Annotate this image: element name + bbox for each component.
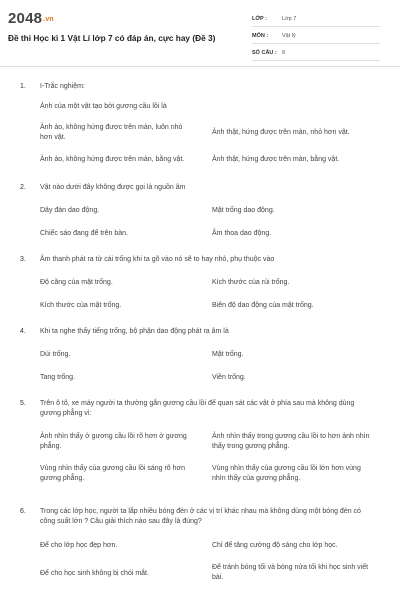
answer-option[interactable]: Ảnh nhìn thấy ở gương cầu lồi rõ hơn ở gương phẳng. (40, 433, 187, 450)
question-header (20, 507, 370, 527)
answer-option[interactable]: Ảnh thật, hứng được trên màn, bằng vật. (212, 156, 340, 163)
question-text: Khi ta nghe thấy tiếng trống, bộ phận dao động phát ra âm là (40, 328, 229, 335)
question-number: 1. (20, 83, 26, 90)
question-text: Âm thanh phát ra từ cái trống khi ta gõ vào nó sẽ to hay nhỏ, phụ thuộc vào (40, 256, 275, 263)
answer-option[interactable]: Chiếc sáo đang để trên bàn. (40, 230, 128, 237)
question-number: 3. (20, 256, 26, 263)
meta-panel (252, 12, 380, 63)
answer-option[interactable]: Ảnh nhìn thấy trong gương cầu lồi to hơn ảnh nhìn thấy trong gương phẳng. (212, 433, 370, 450)
answer-option[interactable]: Để cho học sinh không bị chói mắt. (40, 570, 149, 577)
meta-label: LỚP : (252, 16, 267, 22)
answer-option[interactable]: Vùng nhìn thấy của gương cầu lồi sáng rõ hơn gương phẳng. (40, 465, 186, 482)
answer-option[interactable]: Để cho lớp học đẹp hơn. (40, 542, 118, 549)
answer-option[interactable]: Mặt trống. (212, 351, 244, 358)
answer-option[interactable]: Dùi trống. (40, 351, 71, 358)
answer-option[interactable]: Kích thước của rùi trống. (212, 279, 290, 286)
question-number: 4. (20, 328, 26, 335)
logo[interactable] (8, 10, 54, 27)
answer-option[interactable]: Dây đàn dao động. (40, 207, 100, 214)
answer-option[interactable]: Biên độ dao động của mặt trống. (212, 302, 314, 309)
answer-option[interactable]: Để tránh bóng tối và bóng nửa tối khi học sinh viết bài. (212, 564, 369, 581)
meta-row-grade (252, 12, 380, 27)
answer-option[interactable]: Kích thước của mặt trống. (40, 302, 122, 309)
question-text: I-Trắc nghiệm: (40, 83, 85, 90)
question-header (20, 183, 370, 193)
answer-option[interactable]: Ảnh ảo, không hứng được trên màn, luôn nhỏ hơn vật. (40, 124, 183, 141)
answer-option[interactable]: Vùng nhìn thấy của gương cầu lồi lớn hơn vùng nhìn thấy của gương phẳng. (212, 465, 361, 482)
question-number: 6. (20, 508, 26, 515)
meta-value: 8 (282, 50, 286, 56)
page-title: Đề thi Học kì 1 Vật Lí lớp 7 có đáp án, cực hay (Đề 3) (8, 33, 216, 43)
answer-option[interactable]: Ảnh ảo, không hứng được trên màn, bằng vật. (40, 156, 185, 163)
question-header (20, 82, 370, 92)
answer-option[interactable]: Âm thoa dao động. (212, 230, 272, 237)
question-header (20, 255, 370, 265)
question-header (20, 399, 370, 419)
question-text: Vật nào dưới đây không được gọi là nguồn âm (40, 184, 186, 191)
question-text: Trên ô tô, xe máy người ta thường gắn gương cầu lồi để quan sát các vật ở phía sau mà không dùng gương phẳng vì: (40, 400, 355, 417)
question-header (20, 327, 370, 337)
meta-value: Vật lý (282, 33, 296, 39)
answer-option[interactable]: Chỉ để tăng cường độ sáng cho lớp học. (212, 542, 338, 549)
header (0, 0, 400, 67)
question-text: Trong các lớp học, người ta lắp nhiều bóng đèn ở các vị trí khác nhau mà không dùng một bóng đèn có công suất lớn ? Câu giải thích nào sau đây là đúng? (40, 508, 361, 525)
answer-option[interactable]: Mặt trống dao động. (212, 207, 275, 214)
meta-row-count (252, 46, 380, 61)
question-number: 2. (20, 184, 26, 191)
meta-label: MÔN : (252, 33, 269, 39)
answer-option[interactable]: Tang trống. (40, 374, 76, 381)
answer-option[interactable]: Ảnh thật, hứng được trên màn, nhỏ hơn vật. (212, 129, 350, 136)
logo-text: 2048 (8, 10, 43, 27)
question-number: 5. (20, 400, 26, 407)
answer-option[interactable]: Viền trống. (212, 374, 246, 381)
meta-label: SỐ CÂU : (252, 50, 277, 56)
meta-row-subject (252, 29, 380, 44)
answer-option[interactable]: Độ căng của mặt trống. (40, 279, 113, 286)
answer-option[interactable]: Ảnh của một vật tạo bởi gương cầu lồi là (40, 103, 167, 110)
meta-value: Lớp 7 (282, 16, 297, 22)
logo-suffix: .vn (43, 16, 54, 23)
